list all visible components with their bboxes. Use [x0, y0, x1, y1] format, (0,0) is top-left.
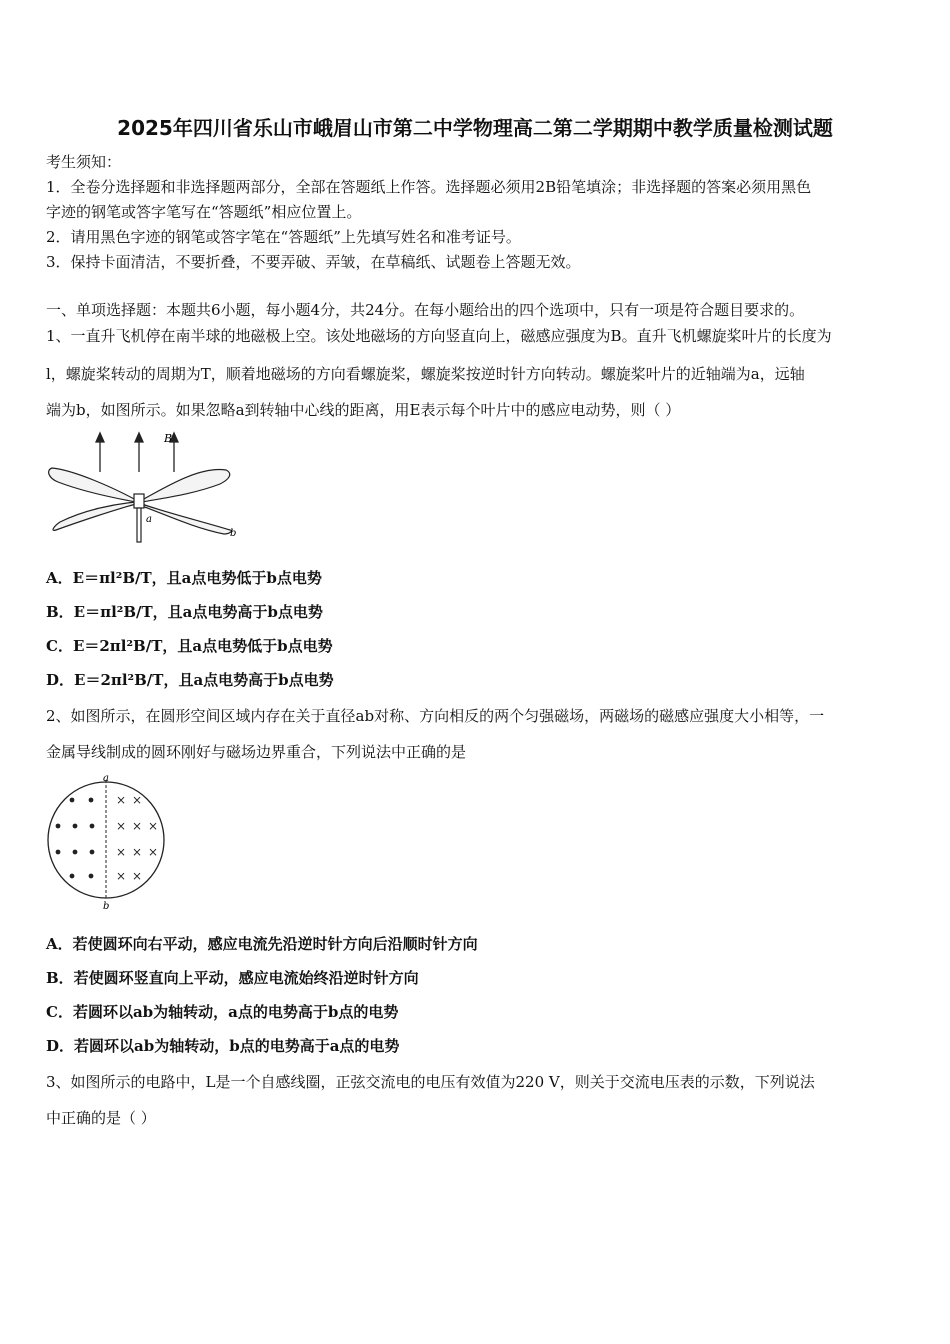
q1-line-1: 1、一直升飞机停在南半球的地磁极上空。该处地磁场的方向竖直向上，磁感应强度为B。直升飞机螺旋桨叶片的长度为: [46, 327, 832, 345]
q2-line-2: 金属导线制成的圆环刚好与磁场边界重合，下列说法中正确的是: [46, 743, 467, 761]
q3-line-1: 3、如图所示的电路中，L是一个自感线圈，正弦交流电的电压有效值为220 V，则关于交流电压表的示数，下列说法: [46, 1073, 815, 1091]
far-end-label: b: [230, 528, 237, 539]
notice-heading: 考生须知：: [46, 153, 122, 171]
q1-line-2: l，螺旋桨转动的周期为T，顺着地磁场的方向看螺旋桨，螺旋桨按逆时针方向转动。螺旋桨叶片的近轴端为a，远轴: [46, 365, 805, 383]
svg-text:×: ×: [116, 869, 127, 883]
svg-text:×: ×: [132, 819, 143, 833]
q2-option-d: D．若圆环以ab为轴转动，b点的电势高于a点的电势: [46, 1037, 400, 1055]
page-title: 2025年四川省乐山市峨眉山市第二中学物理高二第二学期期中教学质量检测试题: [117, 116, 833, 140]
field-label: B: [164, 432, 173, 445]
near-end-label: a: [146, 514, 152, 525]
q1-line-3: 端为b，如图所示。如果忽略a到转轴中心线的距离，用E表示每个叶片中的感应电动势，则（ ）: [46, 401, 681, 419]
q1-option-a: A．E＝πl²B/T，且a点电势低于b点电势: [46, 569, 322, 587]
notice-line-3: 2．请用黑色字迹的钢笔或答字笔在“答题纸”上先填写姓名和准考证号。: [46, 228, 521, 246]
diameter-top-label: a: [103, 773, 109, 784]
section-heading: 一、单项选择题：本题共6小题，每小题4分，共24分。在每小题给出的四个选项中，只有一项是符合题目要求的。: [46, 301, 805, 319]
circle-field-figure: [44, 772, 174, 912]
svg-text:×: ×: [148, 845, 159, 859]
svg-text:×: ×: [132, 845, 143, 859]
q2-option-b: B．若使圆环竖直向上平动，感应电流始终沿逆时针方向: [46, 969, 419, 987]
q1-option-b: B．E＝πl²B/T，且a点电势高于b点电势: [46, 603, 323, 621]
q2-option-a: A．若使圆环向右平动，感应电流先沿逆时针方向后沿顺时针方向: [46, 935, 478, 953]
q2-line-1: 2、如图所示，在圆形空间区域内存在关于直径ab对称、方向相反的两个匀强磁场，两磁场的磁感应强度大小相等，一: [46, 707, 825, 725]
notice-line-4: 3．保持卡面清洁，不要折叠，不要弄破、弄皱，在草稿纸、试题卷上答题无效。: [46, 253, 581, 271]
svg-text:×: ×: [116, 819, 127, 833]
q1-option-d: D．E＝2πl²B/T，且a点电势高于b点电势: [46, 671, 334, 689]
svg-text:×: ×: [116, 793, 127, 807]
q1-option-c: C．E＝2πl²B/T，且a点电势低于b点电势: [46, 637, 333, 655]
diameter-bottom-label: b: [103, 901, 110, 912]
svg-text:×: ×: [116, 845, 127, 859]
notice-line-1: 1．全卷分选择题和非选择题两部分，全部在答题纸上作答。选择题必须用2B铅笔填涂；非选择题的答案必须用黑色: [46, 178, 812, 196]
svg-text:×: ×: [132, 793, 143, 807]
notice-line-2: 字迹的钢笔或答字笔写在“答题纸”相应位置上。: [46, 203, 362, 221]
svg-text:×: ×: [132, 869, 143, 883]
q3-line-2: 中正确的是（ ）: [46, 1109, 156, 1127]
propeller-figure: [44, 430, 244, 550]
q2-option-c: C．若圆环以ab为轴转动，a点的电势高于b点的电势: [46, 1003, 399, 1021]
svg-text:×: ×: [148, 819, 159, 833]
